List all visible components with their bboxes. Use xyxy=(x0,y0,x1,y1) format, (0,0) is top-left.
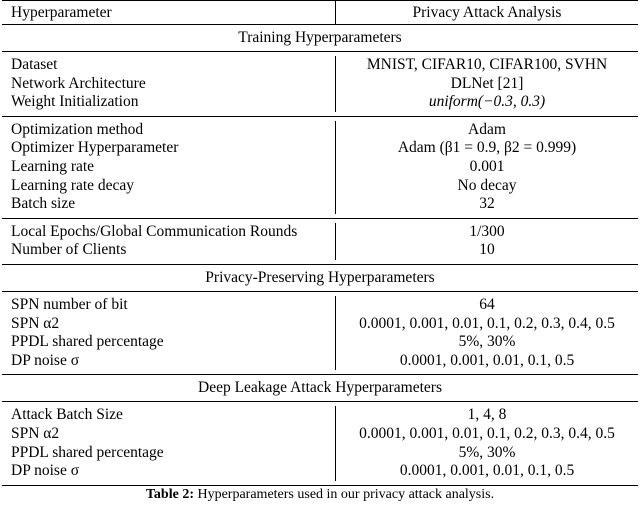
label-batch-size: Batch size xyxy=(11,195,76,213)
training-group-optimizer xyxy=(2,117,638,218)
label-dp-noise-sigma: DP noise σ xyxy=(11,351,80,369)
label-weight-initialization: Weight Initialization xyxy=(11,93,139,111)
label-column xyxy=(2,296,336,370)
value-dataset: MNIST, CIFAR10, CIFAR100, SVHN xyxy=(366,56,608,73)
header-hyperparameter-cell xyxy=(2,1,336,24)
label-column xyxy=(2,406,336,480)
label-local-epochs-rounds: Local Epochs/Global Communication Rounds xyxy=(11,222,298,240)
label-dp-noise-sigma: DP noise σ xyxy=(11,462,80,480)
label-attack-batch-size: Attack Batch Size xyxy=(11,406,123,424)
label-column xyxy=(2,121,336,214)
value-batch-size: 32 xyxy=(479,195,495,213)
value-column xyxy=(336,56,638,112)
label-optimization-method: Optimization method xyxy=(11,120,144,138)
value-spn-alpha2: 0.0001, 0.001, 0.01, 0.1, 0.2, 0.3, 0.4, 0.5 xyxy=(359,424,615,442)
label-optimizer-hyperparameter: Optimizer Hyperparameter xyxy=(11,139,179,157)
label-learning-rate: Learning rate xyxy=(11,157,95,175)
label-learning-rate-decay: Learning rate decay xyxy=(11,176,135,194)
table-caption xyxy=(2,486,638,504)
label-network-architecture: Network Architecture xyxy=(11,74,146,92)
value-column xyxy=(336,121,638,214)
privacy-preserving-group xyxy=(2,292,638,374)
value-network-architecture: DLNet [21] xyxy=(450,74,524,92)
header-hyperparameter: Hyperparameter xyxy=(11,4,112,21)
caption-label: Table 2: xyxy=(145,486,194,502)
value-dp-noise-sigma: 0.0001, 0.001, 0.01, 0.1, 0.5 xyxy=(399,462,575,480)
value-column xyxy=(336,406,638,480)
value-local-epochs-rounds: 1/300 xyxy=(469,222,505,240)
value-column xyxy=(336,296,638,370)
value-learning-rate-decay: No decay xyxy=(457,176,517,194)
value-learning-rate: 0.001 xyxy=(469,157,505,175)
value-optimization-method: Adam xyxy=(468,120,506,138)
training-group-data xyxy=(2,52,638,116)
section-title-privacy-preserving: Privacy-Preserving Hyperparameters xyxy=(205,268,435,286)
training-group-federation xyxy=(2,219,638,264)
header-analysis-cell xyxy=(336,1,638,24)
label-ppdl-shared-percentage: PPDL shared percentage xyxy=(11,443,164,461)
value-ppdl-shared-percentage: 5%, 30% xyxy=(458,443,516,461)
label-spn-number-of-bit: SPN number of bit xyxy=(11,295,128,313)
label-column xyxy=(2,56,336,112)
label-spn-alpha2: SPN α2 xyxy=(11,314,60,332)
caption-text: Hyperparameters used in our privacy attack analysis. xyxy=(197,486,495,502)
label-column xyxy=(2,223,336,260)
value-column xyxy=(336,223,638,260)
value-spn-number-of-bit: 64 xyxy=(479,295,495,313)
value-spn-alpha2: 0.0001, 0.001, 0.01, 0.1, 0.2, 0.3, 0.4, 0.5 xyxy=(359,314,615,332)
value-number-of-clients: 10 xyxy=(479,241,495,259)
section-title-deep-leakage: Deep Leakage Attack Hyperparameters xyxy=(198,379,442,397)
label-dataset: Dataset xyxy=(11,56,58,73)
hyperparameter-table xyxy=(2,0,638,504)
deep-leakage-group xyxy=(2,402,638,484)
section-title-training: Training Hyperparameters xyxy=(238,29,402,46)
value-dp-noise-sigma: 0.0001, 0.001, 0.01, 0.1, 0.5 xyxy=(399,351,575,369)
value-ppdl-shared-percentage: 5%, 30% xyxy=(458,333,516,351)
label-spn-alpha2: SPN α2 xyxy=(11,424,60,442)
label-ppdl-shared-percentage: PPDL shared percentage xyxy=(11,333,164,351)
value-optimizer-hyperparameter: Adam (β1 = 0.9, β2 = 0.999) xyxy=(397,139,577,157)
label-number-of-clients: Number of Clients xyxy=(11,241,127,259)
value-attack-batch-size: 1, 4, 8 xyxy=(467,406,507,424)
header-row xyxy=(2,1,638,24)
value-weight-initialization: uniform(−0.3, 0.3) xyxy=(428,93,546,111)
header-privacy-attack-analysis: Privacy Attack Analysis xyxy=(412,4,562,21)
